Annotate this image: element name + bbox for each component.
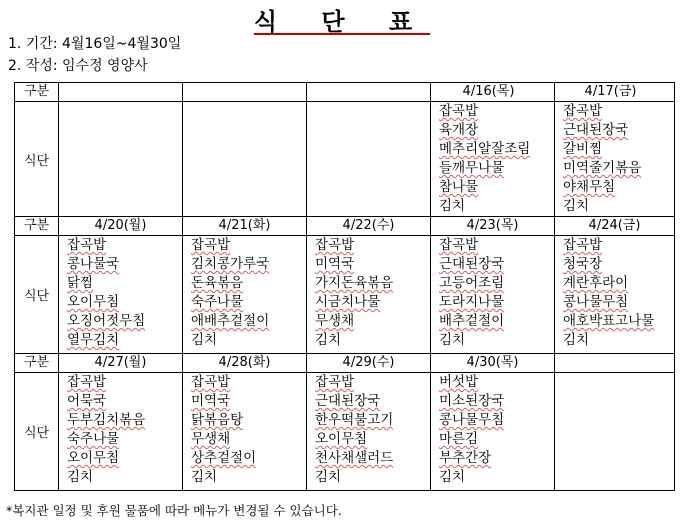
menu-item: 콩나물무침 xyxy=(439,412,505,428)
day-menu-cell xyxy=(555,102,675,217)
menu-item: 근대된장국 xyxy=(315,393,381,409)
menu-label: 식단 xyxy=(15,236,59,354)
menu-item: 메추리알잘조림 xyxy=(439,141,531,157)
menu-item: 마른김 xyxy=(439,431,479,447)
menu-item: 어묵국 xyxy=(67,393,107,409)
day-menu-cell xyxy=(431,102,555,217)
menu-item: 김치 xyxy=(439,198,466,214)
date-cell xyxy=(183,83,307,102)
menu-item: 고등어조림 xyxy=(439,275,505,291)
menu-item: 잡곡밥 xyxy=(191,237,231,253)
day-menu-cell xyxy=(555,236,675,354)
menu-item: 콩나물무침 xyxy=(563,294,629,310)
menu-item: 김치 xyxy=(439,469,466,485)
menu-item: 김치 xyxy=(67,469,94,485)
date-cell: 4/27(월) xyxy=(59,354,183,373)
menu-item: 오이무침 xyxy=(315,431,368,447)
day-menu-cell xyxy=(183,236,307,354)
category-label: 구분 xyxy=(15,354,59,373)
menu-table xyxy=(14,82,675,491)
day-menu-cell xyxy=(59,373,183,491)
menu-item: 김치 xyxy=(315,332,342,348)
menu-item: 잡곡밥 xyxy=(315,237,355,253)
category-label: 구분 xyxy=(15,217,59,236)
author-line: 2. 작성: 임수정 영양사 xyxy=(8,58,148,74)
menu-item: 돈육볶음 xyxy=(191,275,244,291)
menu-item: 닭찜 xyxy=(67,275,94,291)
menu-item: 숙주나물 xyxy=(67,431,120,447)
menu-item: 도라지나물 xyxy=(439,294,505,310)
menu-item: 김치 xyxy=(315,469,342,485)
menu-item: 부추간장 xyxy=(439,450,492,466)
menu-item: 잡곡밥 xyxy=(439,237,479,253)
menu-item: 육개장 xyxy=(439,122,479,138)
category-label: 구분 xyxy=(15,83,59,102)
day-menu-cell xyxy=(59,102,183,217)
page-title: 식 단 표 xyxy=(253,8,431,36)
week-header-row xyxy=(15,217,675,236)
date-cell: 4/22(수) xyxy=(307,217,431,236)
period-line: 1. 기간: 4월16일~4월30일 xyxy=(8,36,182,52)
day-menu-cell xyxy=(307,236,431,354)
date-cell: 4/20(월) xyxy=(59,217,183,236)
menu-item: 미역줄기볶음 xyxy=(563,160,642,176)
menu-item: 갈비찜 xyxy=(563,141,603,157)
menu-item: 오이무침 xyxy=(67,450,120,466)
menu-item: 한우떡불고기 xyxy=(315,412,394,428)
menu-item: 김치 xyxy=(563,198,590,214)
date-cell xyxy=(59,83,183,102)
day-menu-cell xyxy=(431,373,555,491)
menu-item: 배추겉절이 xyxy=(439,313,505,329)
menu-item: 가지돈육볶음 xyxy=(315,275,394,291)
menu-item: 닭볶음탕 xyxy=(191,412,244,428)
menu-item: 열무김치 xyxy=(67,332,120,348)
menu-item: 버섯밥 xyxy=(439,374,479,390)
date-cell: 4/16(목) xyxy=(431,83,555,102)
week-header-row xyxy=(15,83,675,102)
menu-item: 김치 xyxy=(191,469,218,485)
day-menu-cell xyxy=(183,102,307,217)
day-menu-cell xyxy=(555,373,675,491)
day-menu-cell xyxy=(307,102,431,217)
date-cell: 4/28(화) xyxy=(183,354,307,373)
menu-item: 애배추겉절이 xyxy=(191,313,270,329)
menu-item: 애호박표고나물 xyxy=(563,313,655,329)
menu-row xyxy=(15,236,675,354)
menu-item: 미역국 xyxy=(315,256,355,272)
menu-item: 참나물 xyxy=(439,179,479,195)
date-cell xyxy=(307,83,431,102)
menu-item: 잡곡밥 xyxy=(191,374,231,390)
menu-item: 숙주나물 xyxy=(191,294,244,310)
menu-item: 김치 xyxy=(563,332,590,348)
menu-label: 식단 xyxy=(15,373,59,491)
menu-item: 천사채샐러드 xyxy=(315,450,394,466)
menu-item: 김치 xyxy=(439,332,466,348)
footnote: *복지관 일정 및 후원 물품에 따라 메뉴가 변경될 수 있습니다. xyxy=(6,503,342,518)
menu-item: 두부김치볶음 xyxy=(67,412,146,428)
menu-item: 근대된장국 xyxy=(563,122,629,138)
day-menu-cell xyxy=(183,373,307,491)
menu-item: 야채무침 xyxy=(563,179,616,195)
week-header-row xyxy=(15,354,675,373)
menu-item: 무생채 xyxy=(315,313,355,329)
date-cell: 4/24(금) xyxy=(555,217,675,236)
menu-item: 무생채 xyxy=(191,431,231,447)
day-menu-cell xyxy=(59,236,183,354)
date-cell: 4/17(금) xyxy=(555,83,675,102)
menu-item: 김치 xyxy=(191,332,218,348)
menu-item: 잡곡밥 xyxy=(563,237,603,253)
menu-item: 미역국 xyxy=(191,393,231,409)
day-menu-cell xyxy=(431,236,555,354)
menu-item: 근대된장국 xyxy=(439,256,505,272)
menu-item: 잡곡밥 xyxy=(67,237,107,253)
menu-item: 잡곡밥 xyxy=(439,103,479,119)
menu-item: 상추겉절이 xyxy=(191,450,257,466)
date-cell: 4/30(목) xyxy=(431,354,555,373)
menu-row xyxy=(15,102,675,217)
menu-label: 식단 xyxy=(15,102,59,217)
date-cell xyxy=(555,354,675,373)
date-cell: 4/29(수) xyxy=(307,354,431,373)
menu-row xyxy=(15,373,675,491)
menu-item: 들깨무나물 xyxy=(439,160,505,176)
menu-item: 청국장 xyxy=(563,256,603,272)
menu-item: 잡곡밥 xyxy=(315,374,355,390)
menu-item: 오이무침 xyxy=(67,294,120,310)
menu-item: 잡곡밥 xyxy=(67,374,107,390)
menu-item: 콩나물국 xyxy=(67,256,120,272)
menu-item: 미소된장국 xyxy=(439,393,505,409)
menu-item: 오징어젓무침 xyxy=(67,313,146,329)
date-cell: 4/23(목) xyxy=(431,217,555,236)
menu-item: 잡곡밥 xyxy=(563,103,603,119)
date-cell: 4/21(화) xyxy=(183,217,307,236)
menu-item: 계란후라이 xyxy=(563,275,629,291)
menu-item: 시금치나물 xyxy=(315,294,381,310)
menu-item: 김치콩가루국 xyxy=(191,256,270,272)
day-menu-cell xyxy=(307,373,431,491)
